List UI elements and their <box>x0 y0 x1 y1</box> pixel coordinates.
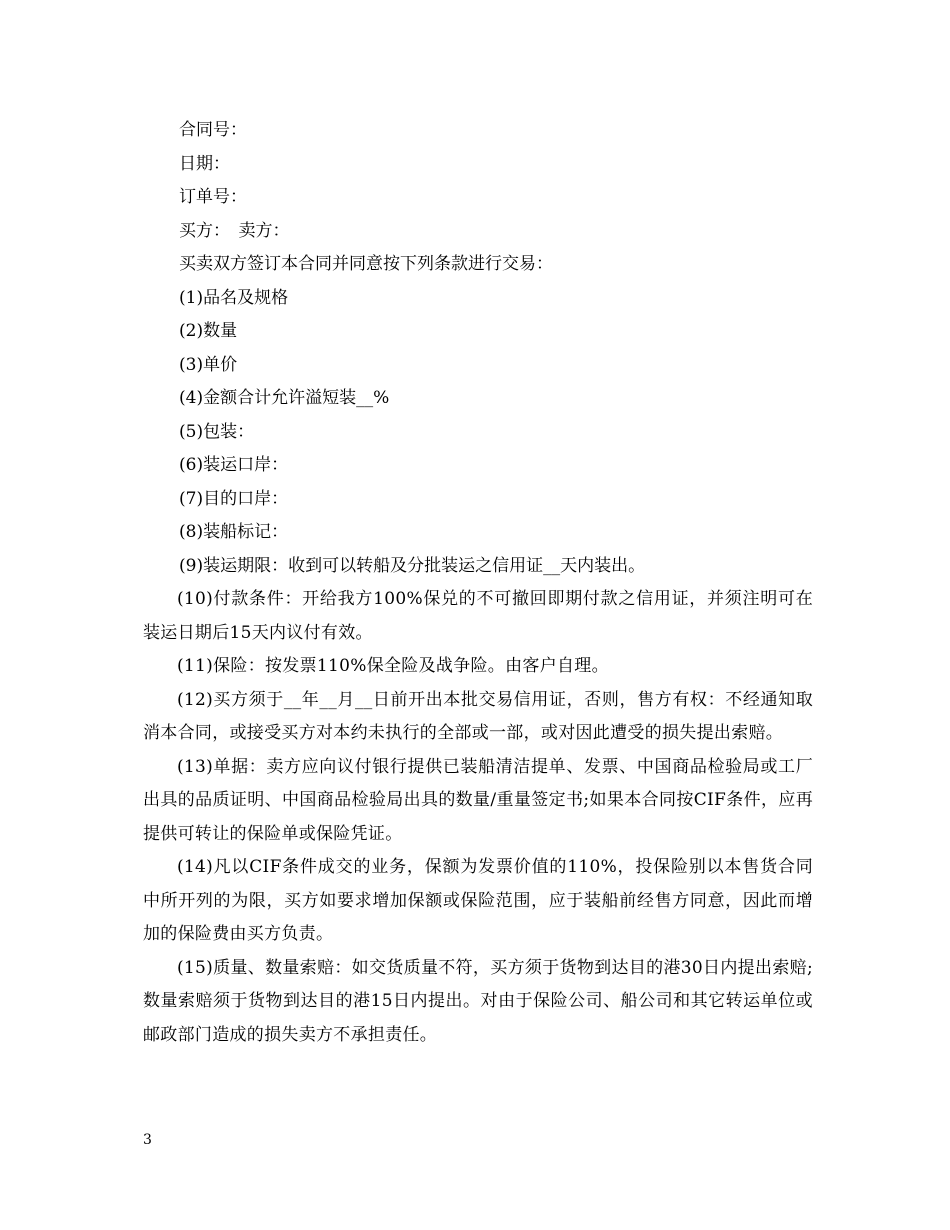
document-body <box>143 114 813 1052</box>
clause-3-line: (3)单价 <box>179 354 238 375</box>
contract-number-line: 合同号： <box>179 120 247 140</box>
clause-13-paragraph: (13)单据：卖方应向议付银行提供已装船清洁提单、发票、中国商品检验局或工厂出具的品质证明、中国商品检验局出具的数量/重量签定书;如果本合同按CIF条件，应再提供可转让的保险单或保险凭证。 <box>143 756 813 844</box>
order-number-line: 订单号： <box>179 187 247 207</box>
date-line: 日期： <box>179 153 230 174</box>
buyer-seller-line: 买方： 卖方： <box>179 220 290 241</box>
clause-11-paragraph: (11)保险：按发票110%保全险及战争险。由客户自理。 <box>177 656 609 676</box>
clause-4-line: (4)金额合计允许溢短装__% <box>179 388 390 408</box>
clause-15-paragraph: (15)质量、数量索赔：如交货质量不符，买方须于货物到达目的港30日内提出索赔;数量索赔须于货物到达目的港15日内提出。对由于保险公司、船公司和其它转运单位或邮政部门造成的损失卖方不承担责任。 <box>143 957 813 1045</box>
clause-5-line: (5)包装： <box>179 421 255 442</box>
clause-12-paragraph: (12)买方须于__年__月__日前开出本批交易信用证，否则，售方有权：不经通知取消本合同，或接受买方对本约未执行的全部或一部，或对因此遭受的损失提出索赔。 <box>143 689 813 743</box>
intro-line: 买卖双方签订本合同并同意按下列条款进行交易： <box>179 254 553 274</box>
clause-14-paragraph: (14)凡以CIF条件成交的业务，保额为发票价值的110%，投保险别以本售货合同中所开列的为限，买方如要求增加保额或保险范围，应于装船前经售方同意，因此而增加的保险费由买方负责。 <box>143 857 813 944</box>
page-number: 3 <box>143 1132 152 1148</box>
clause-2-line: (2)数量 <box>179 321 238 341</box>
clause-9-line: (9)装运期限：收到可以转船及分批装运之信用证__天内装出。 <box>179 555 646 576</box>
clause-6-line: (6)装运口岸： <box>179 455 289 475</box>
clause-10-paragraph: (10)付款条件：开给我方100%保兑的不可撤回即期付款之信用证，并须注明可在装运日期后15天内议付有效。 <box>143 589 813 643</box>
clause-1-line: (1)品名及规格 <box>179 287 289 308</box>
clause-7-line: (7)目的口岸： <box>179 488 289 509</box>
clause-8-line: (8)装船标记： <box>179 522 289 542</box>
